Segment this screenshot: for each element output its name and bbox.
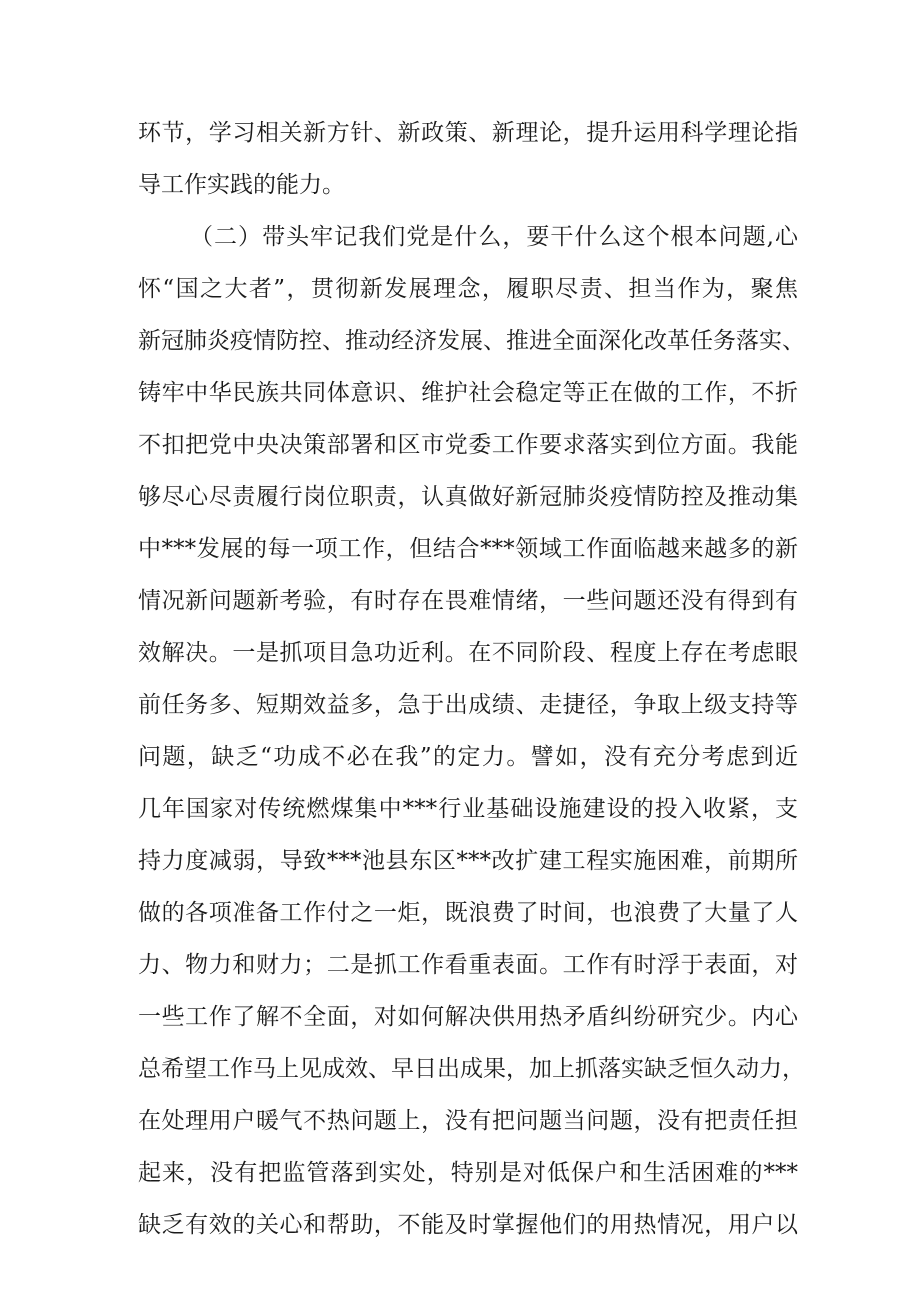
text-line: 中***发展的每一项工作，但结合***领域工作面临越来越多的新 bbox=[138, 536, 798, 562]
text-line: 够尽心尽责履行岗位职责，认真做好新冠肺炎疫情防控及推动集 bbox=[138, 484, 798, 510]
text-line: 力、物力和财力；二是抓工作看重表面。工作有时浮于表面，对 bbox=[138, 952, 798, 978]
text-line: 不扣把党中央决策部署和区市党委工作要求落实到位方面。我能 bbox=[138, 432, 798, 458]
text-line: 怀“国之大者”，贯彻新发展理念，履职尽责、担当作为，聚焦 bbox=[138, 276, 798, 302]
text-line: 前任务多、短期效益多，急于出成绩、走捷径，争取上级支持等 bbox=[138, 692, 798, 718]
text-line: 持力度减弱，导致***池县东区***改扩建工程实施困难，前期所 bbox=[138, 848, 798, 874]
text-line: （二）带头牢记我们党是什么，要干什么这个根本问题,心 bbox=[190, 224, 798, 250]
text-line: 环节，学习相关新方针、新政策、新理论，提升运用科学理论指 bbox=[138, 120, 798, 146]
text-line: 铸牢中华民族共同体意识、维护社会稳定等正在做的工作，不折 bbox=[138, 380, 798, 406]
text-line: 新冠肺炎疫情防控、推动经济发展、推进全面深化改革任务落实、 bbox=[138, 328, 805, 354]
text-line: 情况新问题新考验，有时存在畏难情绪，一些问题还没有得到有 bbox=[138, 588, 798, 614]
text-line: 起来，没有把监管落到实处，特别是对低保户和生活困难的*** bbox=[138, 1160, 798, 1186]
text-line: 效解决。一是抓项目急功近利。在不同阶段、程度上存在考虑眼 bbox=[138, 640, 798, 666]
body-text bbox=[138, 107, 805, 1251]
text-line: 在处理用户暖气不热问题上，没有把问题当问题，没有把责任担 bbox=[138, 1108, 798, 1134]
text-line: 总希望工作马上见成效、早日出成果，加上抓落实缺乏恒久动力， bbox=[138, 1056, 805, 1082]
text-line: 一些工作了解不全面，对如何解决供用热矛盾纠纷研究少。内心 bbox=[138, 1004, 798, 1030]
text-line: 做的各项准备工作付之一炬，既浪费了时间，也浪费了大量了人 bbox=[138, 900, 798, 926]
text-line: 导工作实践的能力。 bbox=[138, 172, 345, 198]
text-line: 缺乏有效的关心和帮助，不能及时掌握他们的用热情况，用户以 bbox=[138, 1212, 798, 1238]
text-line: 问题，缺乏“功成不必在我”的定力。譬如，没有充分考虑到近 bbox=[138, 744, 798, 770]
text-line: 几年国家对传统燃煤集中***行业基础设施建设的投入收紧，支 bbox=[138, 796, 798, 822]
